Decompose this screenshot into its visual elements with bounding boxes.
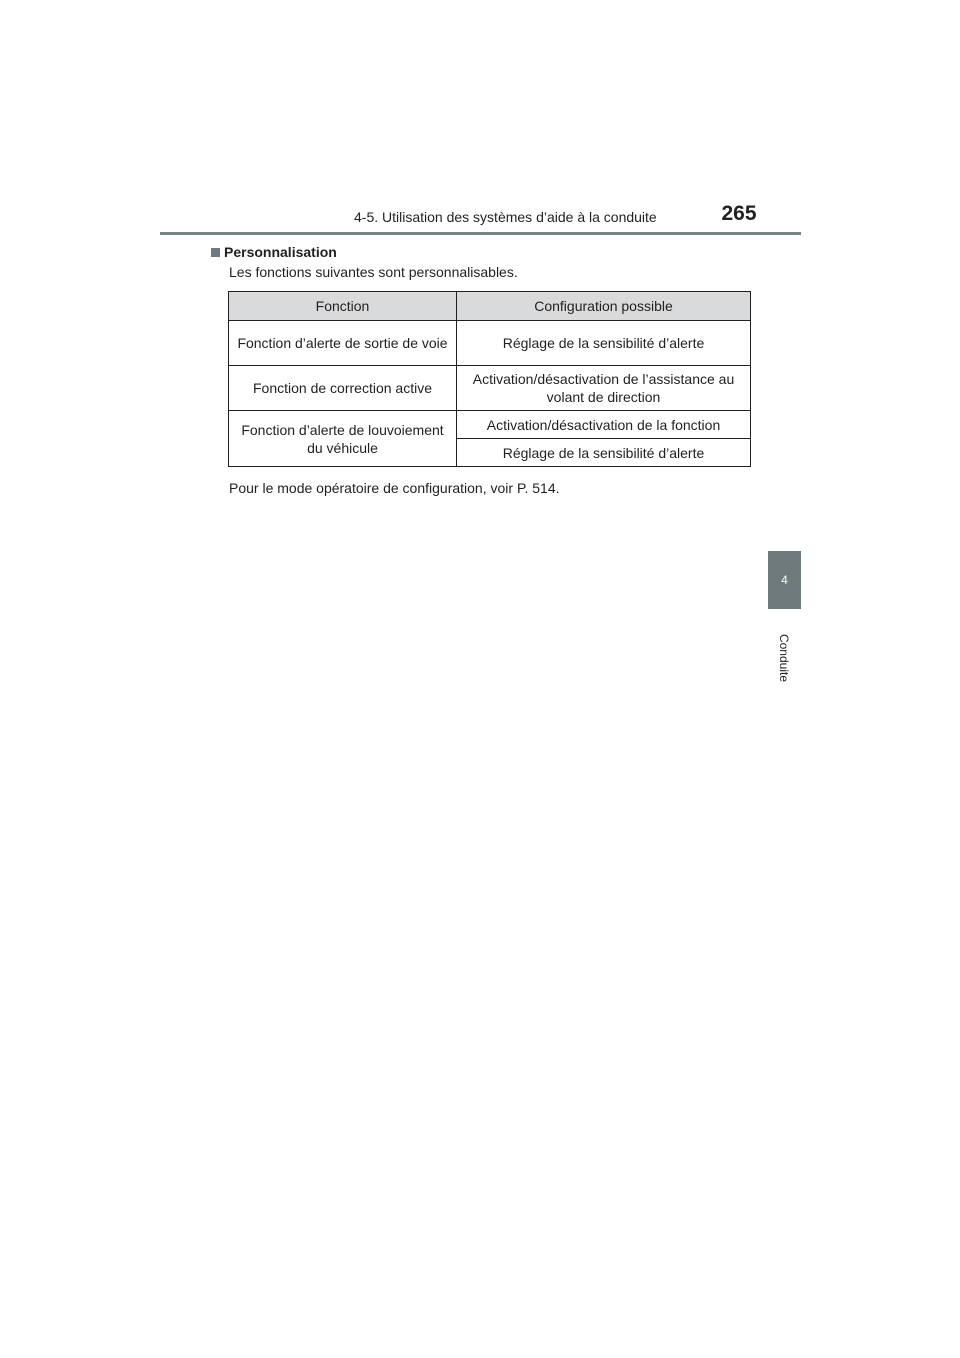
setting-cell: Activation/désactivation de la fonction (457, 411, 751, 439)
chapter-tab: 4 (768, 551, 801, 609)
section-heading-text: Personnalisation (224, 244, 337, 260)
column-header-function: Fonction (229, 292, 457, 321)
setting-cell: Réglage de la sensibilité d’alerte (457, 321, 751, 366)
setting-cell: Réglage de la sensibilité d’alerte (457, 439, 751, 467)
function-cell: Fonction d’alerte de sortie de voie (229, 321, 457, 366)
running-header-title: 4-5. Utilisation des systèmes d’aide à la conduite (354, 209, 657, 225)
square-bullet-icon (211, 248, 220, 257)
section-heading (211, 243, 337, 261)
table-row (229, 411, 751, 439)
table-header-row (229, 292, 751, 321)
table-row (229, 366, 751, 411)
customization-table (228, 291, 751, 467)
function-cell: Fonction de correction active (229, 366, 457, 411)
setting-cell: Activation/désactivation de l’assistance au volant de direction (457, 366, 751, 411)
column-header-settings: Configuration possible (457, 292, 751, 321)
table-row (229, 321, 751, 366)
header-divider (160, 232, 801, 235)
page-number: 265 (721, 202, 757, 225)
configuration-reference: Pour le mode opératoire de configuration, voir P. 514. (229, 480, 560, 496)
chapter-label: Conduite (777, 633, 791, 683)
intro-paragraph: Les fonctions suivantes sont personnalisables. (229, 264, 518, 280)
function-cell: Fonction d’alerte de louvoiement du véhicule (229, 411, 457, 467)
